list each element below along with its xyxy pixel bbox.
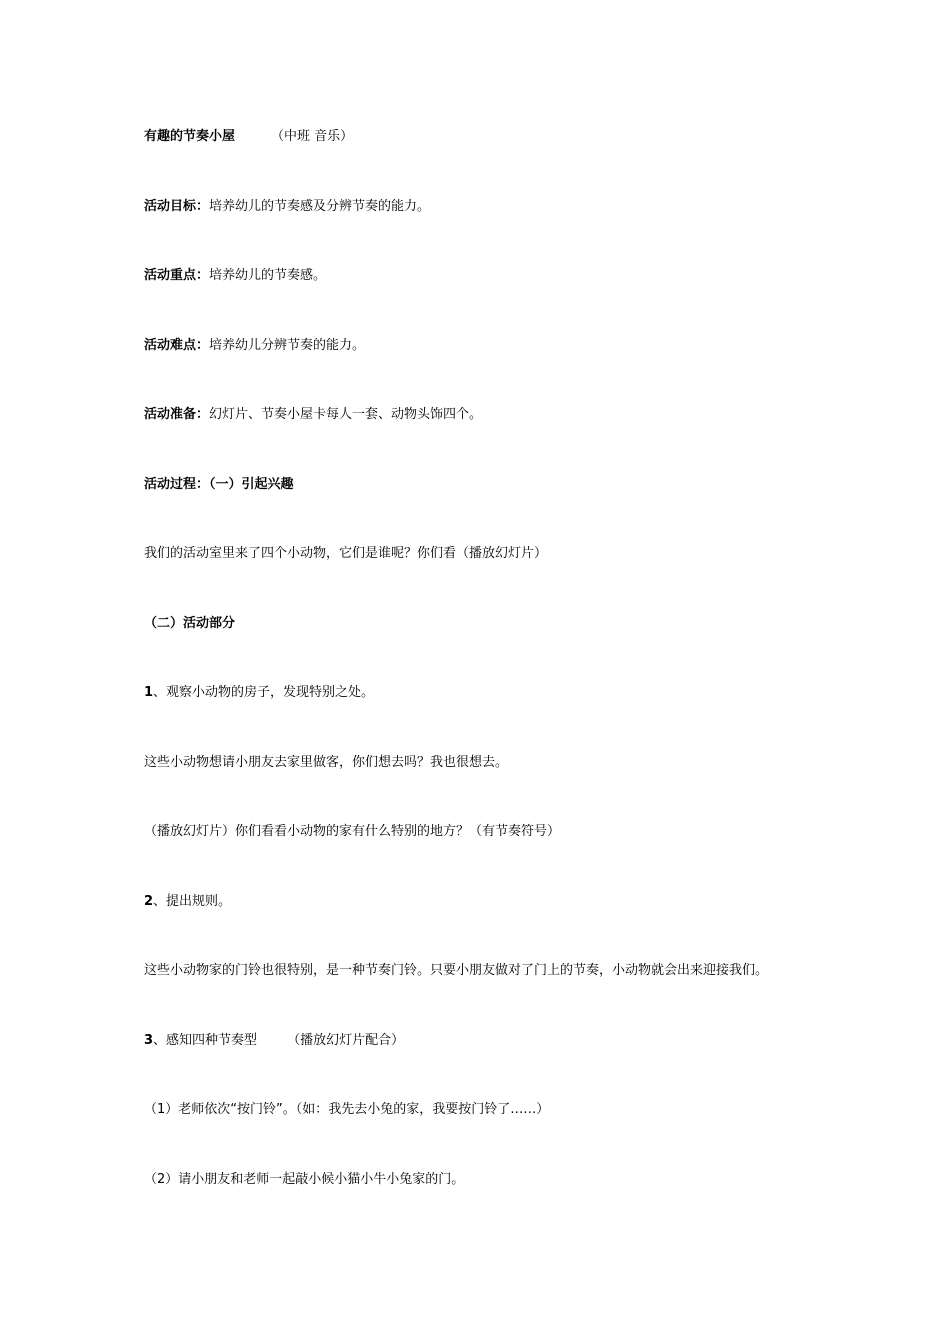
sub-item-1: （1）老师依次“按门铃”。（如：我先去小兔的家，我要按门铃了……）: [144, 1102, 550, 1117]
goal-text: 培养幼儿的节奏感及分辨节奏的能力。: [209, 199, 431, 214]
difficulty-label: 活动难点：: [144, 338, 210, 353]
item3-text: 、感知四种节奏型: [153, 1033, 258, 1048]
item2-paragraph: 这些小动物家的门铃也很特别，是一种节奏门铃。只要小朋友做对了门上的节奏，小动物就会出来迎接我们。: [144, 963, 769, 978]
item1-text: 、观察小动物的房子，发现特别之处。: [153, 685, 375, 700]
item1-paragraph1: 这些小动物想请小朋友去家里做客，你们想去吗？我也很想去。: [144, 755, 509, 770]
process-step1: （一）引起兴趣: [209, 477, 294, 492]
goal-line: [144, 198, 430, 216]
subtitle: （中班 音乐）: [271, 129, 354, 144]
page-title: 有趣的节奏小屋: [144, 129, 236, 144]
item2-line: [144, 893, 231, 911]
focus-line: [144, 267, 326, 285]
focus-text: 培养幼儿的节奏感。: [209, 268, 327, 283]
process-line: [144, 476, 294, 494]
sub-item-2: （2）请小朋友和老师一起敲小候小猫小牛小兔家的门。: [144, 1172, 465, 1187]
difficulty-line: [144, 337, 365, 355]
prep-line: [144, 406, 482, 424]
intro-paragraph: 我们的活动室里来了四个小动物，它们是谁呢？你们看（播放幻灯片）: [144, 546, 548, 561]
item1-paragraph2: （播放幻灯片）你们看看小动物的家有什么特别的地方？（有节奏符号）: [144, 824, 561, 839]
part2-heading: （二）活动部分: [144, 616, 236, 631]
title-line: [144, 128, 353, 146]
item3-number: 3: [144, 1033, 154, 1048]
item1-line: [144, 684, 374, 702]
item2-number: 2: [144, 894, 154, 909]
process-label: 活动过程：: [144, 477, 210, 492]
item3-note: （播放幻灯片配合）: [287, 1033, 405, 1048]
item3-line: [144, 1032, 404, 1050]
focus-label: 活动重点：: [144, 268, 210, 283]
prep-text: 幻灯片、节奏小屋卡每人一套、动物头饰四个。: [209, 407, 483, 422]
item2-text: 、提出规则。: [153, 894, 232, 909]
prep-label: 活动准备：: [144, 407, 210, 422]
goal-label: 活动目标：: [144, 199, 210, 214]
difficulty-text: 培养幼儿分辨节奏的能力。: [209, 338, 366, 353]
item1-number: 1: [144, 685, 154, 700]
